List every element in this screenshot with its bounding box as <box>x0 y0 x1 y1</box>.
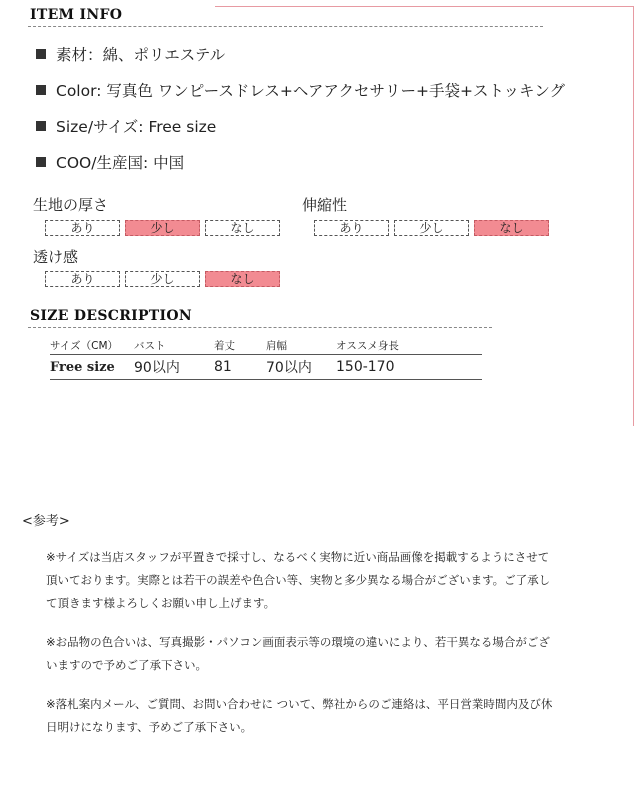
sheer-option-sukoshi: 少し <box>125 271 200 287</box>
stretch-option-ari: あり <box>314 220 389 236</box>
thickness-option-nashi: なし <box>205 220 280 236</box>
sheer-option-ari: あり <box>45 271 120 287</box>
square-bullet-icon <box>36 157 46 167</box>
size-cell-length: 81 <box>214 355 266 380</box>
square-bullet-icon <box>36 85 46 95</box>
thickness-title: 生地の厚さ <box>33 196 109 214</box>
thickness-options <box>45 220 280 236</box>
item-info-divider <box>28 26 543 27</box>
frame-right-line <box>633 6 634 426</box>
spec-coo-text: COO/生産国: 中国 <box>56 154 185 172</box>
size-description-divider <box>28 327 492 328</box>
sheer-options <box>45 271 280 287</box>
reference-note-color: ※お品物の色合いは、写真撮影・パソコン画面表示等の環境の違いにより、若干異なる場合がございますので予めご了承下さい。 <box>46 635 550 672</box>
reference-title: <参考> <box>22 514 70 529</box>
thickness-option-sukoshi: 少し <box>125 220 200 236</box>
size-table <box>50 336 482 380</box>
stretch-option-nashi: なし <box>474 220 549 236</box>
thickness-option-ari: あり <box>45 220 120 236</box>
size-header-shoulder: 肩幅 <box>266 336 336 355</box>
size-header-length: 着丈 <box>214 336 266 355</box>
frame-top-line <box>215 6 634 7</box>
table-row <box>50 355 482 380</box>
sheer-option-nashi: なし <box>205 271 280 287</box>
spec-color <box>36 79 565 101</box>
spec-material <box>36 43 225 65</box>
spec-size <box>36 115 216 137</box>
size-header-height: オススメ身長 <box>336 336 482 355</box>
spec-material-text: 素材：綿、ポリエステル <box>56 46 226 64</box>
spec-coo <box>36 151 184 173</box>
stretch-option-sukoshi: 少し <box>394 220 469 236</box>
reference-note-measurement: ※サイズは当店スタッフが平置きで採寸し、なるべく実物に近い商品画像を掲載するようにさせて頂いております。実際とは若干の誤差や色合い等、実物と多少異なる場合がございます。ご了承して頂きます様よろしくお願い申し上げます。 <box>46 550 551 610</box>
square-bullet-icon <box>36 121 46 131</box>
size-header-bust: バスト <box>134 336 214 355</box>
stretch-options <box>314 220 549 236</box>
reference-note-contact: ※落札案内メール、ご質問、お問い合わせに ついて、弊社からのご連絡は、平日営業時間内及び休日明けになります、予めご了承下さい。 <box>46 697 553 734</box>
size-cell-size: Free size <box>50 355 134 380</box>
spec-size-text: Size/サイズ: Free size <box>56 118 217 136</box>
sheer-title: 透け感 <box>33 248 79 266</box>
size-description-title: SIZE DESCRIPTION <box>30 308 192 324</box>
stretch-title: 伸縮性 <box>302 196 348 214</box>
square-bullet-icon <box>36 49 46 59</box>
spec-color-text: Color: 写真色 ワンピースドレス+ヘアアクセサリー+手袋+ストッキング <box>56 82 566 100</box>
size-cell-height: 150-170 <box>336 355 482 380</box>
size-cell-bust: 90以内 <box>134 355 214 380</box>
size-cell-shoulder: 70以内 <box>266 355 336 380</box>
size-header-size: サイズ（CM） <box>50 336 134 355</box>
item-info-title: ITEM INFO <box>30 7 123 23</box>
size-table-header-row <box>50 336 482 355</box>
